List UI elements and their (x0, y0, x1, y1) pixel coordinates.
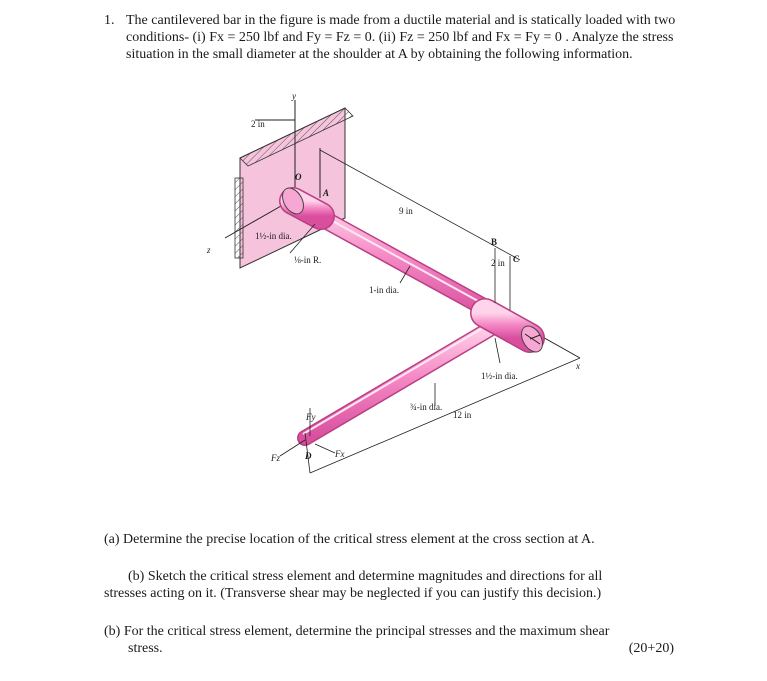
label-radius: ⅛-in R. (294, 255, 322, 265)
label-dia-1-5-lower: 1½-in dia. (481, 371, 518, 381)
cantilever-figure (195, 88, 595, 478)
label-fz: Fz (271, 453, 280, 463)
cross-rod (303, 322, 495, 438)
label-2in-right: 2 in (491, 258, 505, 268)
label-a: A (323, 188, 330, 198)
label-dia-1-5: 1½-in dia. (255, 231, 292, 241)
label-o: O (295, 172, 302, 182)
collar (485, 313, 547, 356)
label-b: B (491, 237, 498, 247)
question-b-sketch-line2: stresses acting on it. (Transverse shear may be neglected if you can justify this decision.) (104, 586, 602, 601)
problem-statement (104, 12, 704, 63)
question-a: (a) Determine the precise location of the critical stress element at the cross section at A. (104, 532, 595, 547)
marks: (20+20) (628, 641, 674, 656)
question-b-sketch-line1: (b) Sketch the critical stress element and determine magnitudes and directions for all (128, 569, 603, 584)
label-y: y (292, 91, 296, 101)
question-b-principal-line1: (b) For the critical stress element, determine the principal stresses and the maximum shear (104, 624, 610, 639)
label-c: C (513, 254, 520, 264)
label-2in-top: 2 in (251, 119, 265, 129)
problem-number: 1. (104, 13, 115, 28)
question-b-principal (104, 623, 674, 657)
label-fx: Fx (335, 449, 345, 459)
label-fy: Fy (306, 412, 316, 422)
label-9in: 9 in (399, 206, 413, 216)
label-dia-3-4: ¾-in dia. (410, 402, 443, 412)
label-x: x (576, 361, 580, 371)
problem-text: The cantilevered bar in the figure is made from a ductile material and is statically loaded with two conditions- (i) Fx = 250 lbf and Fy = Fz = 0. (ii) Fz = 250 lbf and Fx = Fy = 0 . Analyze the stress situation in the small diameter at the shoulder at A by obtaining the following information. (126, 13, 676, 62)
label-z: z (207, 245, 211, 255)
question-b-principal-line2: stress. (128, 641, 163, 656)
label-dia-1: 1-in dia. (369, 285, 399, 295)
label-12in: 12 in (453, 410, 472, 420)
question-b-sketch (104, 568, 674, 602)
cantilever-drawing (195, 88, 595, 478)
label-d: D (305, 451, 312, 461)
